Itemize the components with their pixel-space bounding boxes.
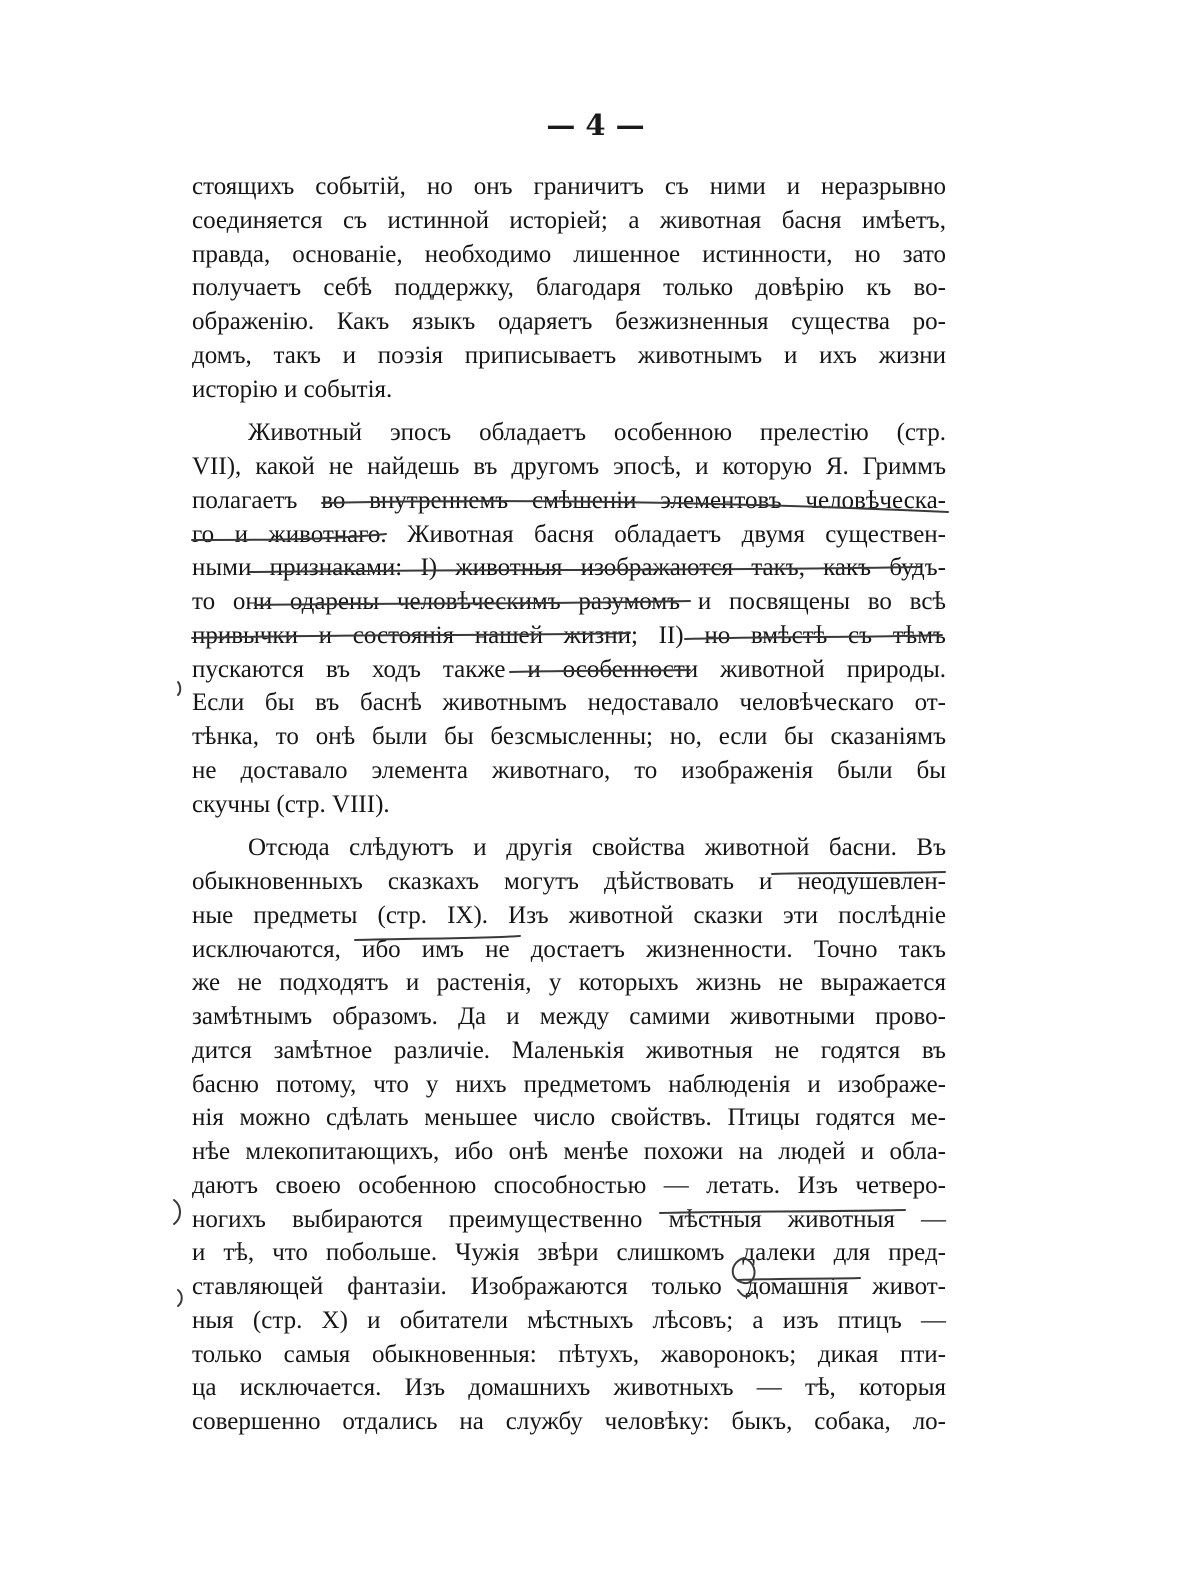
text-line: Если бы въ баснѣ животнымъ недоставало человѣческаго от- xyxy=(192,689,946,717)
text-line: то они одарены человѣческимъ разумомъ и посвящены во всѣ xyxy=(192,588,946,615)
paragraph-gap xyxy=(192,821,946,831)
text-line: исключаются, ибо имъ не достаетъ жизненности. Точно такъ xyxy=(192,935,946,963)
margin-mark xyxy=(178,1290,182,1306)
text-line: соединяется съ истинной исторіей; а животная басня имѣетъ, xyxy=(192,206,946,234)
text-line: совершенно отдались на службу человѣку: быкъ, собака, ло- xyxy=(192,1408,946,1435)
text-line: нѣе млекопитающихъ, ибо онѣ менѣе похожи на людей и обла- xyxy=(192,1138,946,1165)
text-line: ныя (стр. X) и обитатели мѣстныхъ лѣсовъ; а изъ птицъ — xyxy=(192,1306,946,1334)
margin-mark xyxy=(174,1200,180,1224)
text-line: и тѣ, что побольше. Чужія звѣри слишкомъ далеки для пред- xyxy=(192,1239,946,1267)
paragraph-1 xyxy=(192,170,946,406)
margin-mark xyxy=(178,682,180,695)
text-line: только самыя обыкновенныя: пѣтухъ, жаворонокъ; дикая пти- xyxy=(192,1340,946,1368)
text-line: стоящихъ событій, но онъ граничитъ съ ними и неразрывно xyxy=(192,173,946,200)
text-line: пускаются въ ходъ также и особенности животной природы. xyxy=(192,655,946,683)
text-line: го и животнаго. Животная басня обладаетъ двумя существен- xyxy=(192,520,946,548)
text-line: получаетъ себѣ поддержку, благодаря только довѣрію къ во- xyxy=(192,274,946,302)
text-line: ображенію. Какъ языкъ одаряетъ безжизненныя существа ро- xyxy=(192,308,946,335)
text-line: ные предметы (стр. IX). Изъ животной сказки эти послѣдніе xyxy=(192,901,946,929)
text-line: Животный эпосъ обладаетъ особенною прелестію (стр. xyxy=(248,419,946,447)
text-line: ца исключается. Изъ домашнихъ животныхъ — тѣ, которыя xyxy=(192,1374,946,1402)
text-line: домъ, такъ и поэзія приписываетъ животнымъ и ихъ жизни xyxy=(192,341,946,369)
text-line: же не подходятъ и растенія, у которыхъ жизнь не выражается xyxy=(192,969,946,997)
text-line: замѣтнымъ образомъ. Да и между самими животными прово- xyxy=(192,1003,946,1030)
paragraph-gap xyxy=(192,406,946,416)
text-line: басню потому, что у нихъ предметомъ наблюденія и изображе- xyxy=(192,1070,946,1098)
text-line: дится замѣтное различіе. Маленькія животныя не годятся въ xyxy=(192,1036,946,1064)
text-line: VII), какой не найдешь въ другомъ эпосѣ, и которую Я. Гриммъ xyxy=(192,453,946,480)
text-line: привычки и состоянія нашей жизни; II) но вмѣстѣ съ тѣмъ xyxy=(192,621,946,649)
text-line: правда, основаніе, необходимо лишенное истинности, но зато xyxy=(192,240,946,268)
text-line: нія можно сдѣлать меньшее число свойствъ. Птицы годятся ме- xyxy=(192,1104,946,1132)
text-line: даютъ своею особенною способностью — летать. Изъ четверо- xyxy=(192,1171,946,1199)
text-line: исторію и событія. xyxy=(192,375,393,403)
text-line: ставляющей фантазіи. Изображаются только домашнія живот- xyxy=(192,1273,946,1300)
text-line: обыкновенныхъ сказкахъ могутъ дѣйствовать и неодушевлен- xyxy=(192,868,946,895)
text-line: не доставало элемента животнаго, то изображенія были бы xyxy=(192,756,946,784)
text-line: ными признаками: I) животныя изображаются такъ, какъ будъ- xyxy=(192,554,946,582)
paragraph-3 xyxy=(192,831,946,1439)
page-number: — 4 — xyxy=(546,108,645,142)
paragraph-2 xyxy=(192,416,946,821)
text-line: скучны (стр. VIII). xyxy=(192,790,390,818)
text-line: ногихъ выбираются преимущественно мѣстныя животныя — xyxy=(192,1205,946,1233)
text-line: полагаетъ во внутреннемъ смѣшеніи элементовъ человѣческа- xyxy=(192,486,946,514)
text-line: тѣнка, то онѣ были бы безсмысленны; но, если бы сказаніямъ xyxy=(192,723,946,750)
text-line: Отсюда слѣдуютъ и другія свойства животной басни. Въ xyxy=(248,834,946,862)
page-text xyxy=(192,170,946,1439)
